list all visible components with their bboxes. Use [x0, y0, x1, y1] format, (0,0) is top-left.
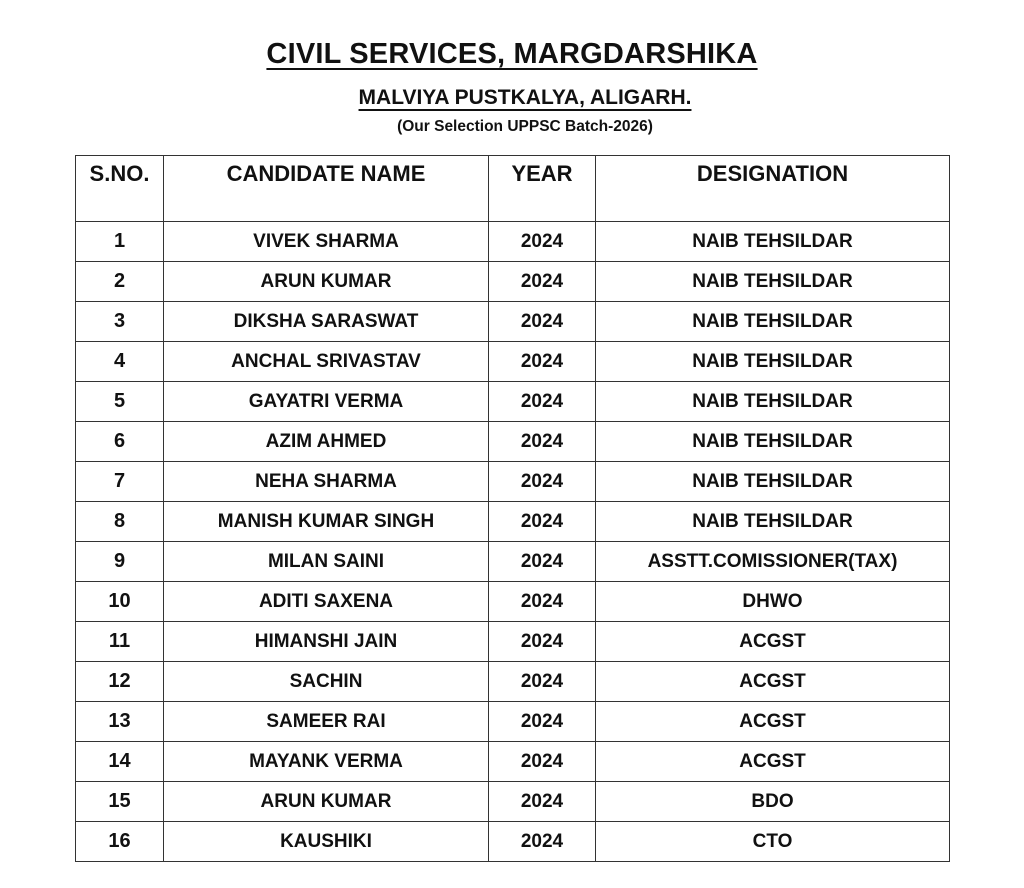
table-row — [76, 382, 950, 422]
cell-designation: NAIB TEHSILDAR — [596, 502, 950, 542]
cell-candidate-name: SACHIN — [164, 662, 489, 702]
document-title-text: CIVIL SERVICES, MARGDARSHIKA — [266, 38, 758, 70]
cell-sno: 1 — [76, 222, 164, 262]
cell-candidate-name: NEHA SHARMA — [164, 462, 489, 502]
table-row — [76, 702, 950, 742]
cell-year: 2024 — [489, 502, 596, 542]
cell-sno: 16 — [76, 822, 164, 862]
table-header — [76, 156, 950, 222]
cell-sno: 5 — [76, 382, 164, 422]
cell-candidate-name: MANISH KUMAR SINGH — [164, 502, 489, 542]
batch-note: (Our Selection UPPSC Batch-2026) — [397, 118, 653, 135]
document-subtitle-text: MALVIYA PUSTKALYA, ALIGARH. — [358, 86, 692, 109]
cell-designation: NAIB TEHSILDAR — [596, 342, 950, 382]
table-row — [76, 822, 950, 862]
cell-year: 2024 — [489, 542, 596, 582]
cell-designation: NAIB TEHSILDAR — [596, 422, 950, 462]
document-subtitle — [0, 86, 1024, 110]
table-row — [76, 422, 950, 462]
table-row — [76, 262, 950, 302]
cell-candidate-name: ANCHAL SRIVASTAV — [164, 342, 489, 382]
cell-designation: ASSTT.COMISSIONER(TAX) — [596, 542, 950, 582]
cell-candidate-name: AZIM AHMED — [164, 422, 489, 462]
cell-year: 2024 — [489, 622, 596, 662]
cell-designation: ACGST — [596, 622, 950, 662]
table-row — [76, 582, 950, 622]
cell-year: 2024 — [489, 342, 596, 382]
cell-designation: CTO — [596, 822, 950, 862]
cell-candidate-name: ADITI SAXENA — [164, 582, 489, 622]
cell-year: 2024 — [489, 302, 596, 342]
cell-sno: 8 — [76, 502, 164, 542]
cell-candidate-name: SAMEER RAI — [164, 702, 489, 742]
cell-designation: DHWO — [596, 582, 950, 622]
cell-candidate-name: VIVEK SHARMA — [164, 222, 489, 262]
header-row — [76, 156, 950, 222]
table-row — [76, 742, 950, 782]
cell-year: 2024 — [489, 262, 596, 302]
cell-designation: BDO — [596, 782, 950, 822]
cell-sno: 12 — [76, 662, 164, 702]
cell-designation: NAIB TEHSILDAR — [596, 262, 950, 302]
cell-designation: ACGST — [596, 742, 950, 782]
cell-designation: ACGST — [596, 702, 950, 742]
cell-sno: 13 — [76, 702, 164, 742]
column-header-year: YEAR — [489, 156, 596, 222]
cell-year: 2024 — [489, 702, 596, 742]
column-header-candidate-name: CANDIDATE NAME — [164, 156, 489, 222]
cell-sno: 7 — [76, 462, 164, 502]
cell-candidate-name: DIKSHA SARASWAT — [164, 302, 489, 342]
cell-year: 2024 — [489, 742, 596, 782]
cell-candidate-name: ARUN KUMAR — [164, 782, 489, 822]
cell-sno: 9 — [76, 542, 164, 582]
table-row — [76, 342, 950, 382]
cell-year: 2024 — [489, 782, 596, 822]
cell-sno: 3 — [76, 302, 164, 342]
cell-sno: 11 — [76, 622, 164, 662]
cell-candidate-name: HIMANSHI JAIN — [164, 622, 489, 662]
column-header-designation: DESIGNATION — [596, 156, 950, 222]
table-row — [76, 782, 950, 822]
cell-candidate-name: MAYANK VERMA — [164, 742, 489, 782]
table-row — [76, 542, 950, 582]
column-header-sno: S.NO. — [76, 156, 164, 222]
selection-table — [75, 155, 950, 862]
table-row — [76, 622, 950, 662]
cell-sno: 14 — [76, 742, 164, 782]
table-row — [76, 222, 950, 262]
table-row — [76, 302, 950, 342]
cell-candidate-name: GAYATRI VERMA — [164, 382, 489, 422]
cell-year: 2024 — [489, 422, 596, 462]
table-row — [76, 662, 950, 702]
document-title — [0, 38, 1024, 71]
cell-sno: 4 — [76, 342, 164, 382]
cell-year: 2024 — [489, 382, 596, 422]
table-body — [76, 222, 950, 862]
cell-sno: 15 — [76, 782, 164, 822]
cell-year: 2024 — [489, 462, 596, 502]
table-row — [76, 462, 950, 502]
cell-designation: NAIB TEHSILDAR — [596, 462, 950, 502]
cell-designation: NAIB TEHSILDAR — [596, 302, 950, 342]
cell-year: 2024 — [489, 222, 596, 262]
cell-candidate-name: MILAN SAINI — [164, 542, 489, 582]
table-row — [76, 502, 950, 542]
cell-sno: 10 — [76, 582, 164, 622]
cell-designation: ACGST — [596, 662, 950, 702]
cell-candidate-name: ARUN KUMAR — [164, 262, 489, 302]
cell-sno: 2 — [76, 262, 164, 302]
cell-candidate-name: KAUSHIKI — [164, 822, 489, 862]
cell-designation: NAIB TEHSILDAR — [596, 222, 950, 262]
cell-year: 2024 — [489, 582, 596, 622]
cell-year: 2024 — [489, 662, 596, 702]
cell-designation: NAIB TEHSILDAR — [596, 382, 950, 422]
cell-year: 2024 — [489, 822, 596, 862]
cell-sno: 6 — [76, 422, 164, 462]
